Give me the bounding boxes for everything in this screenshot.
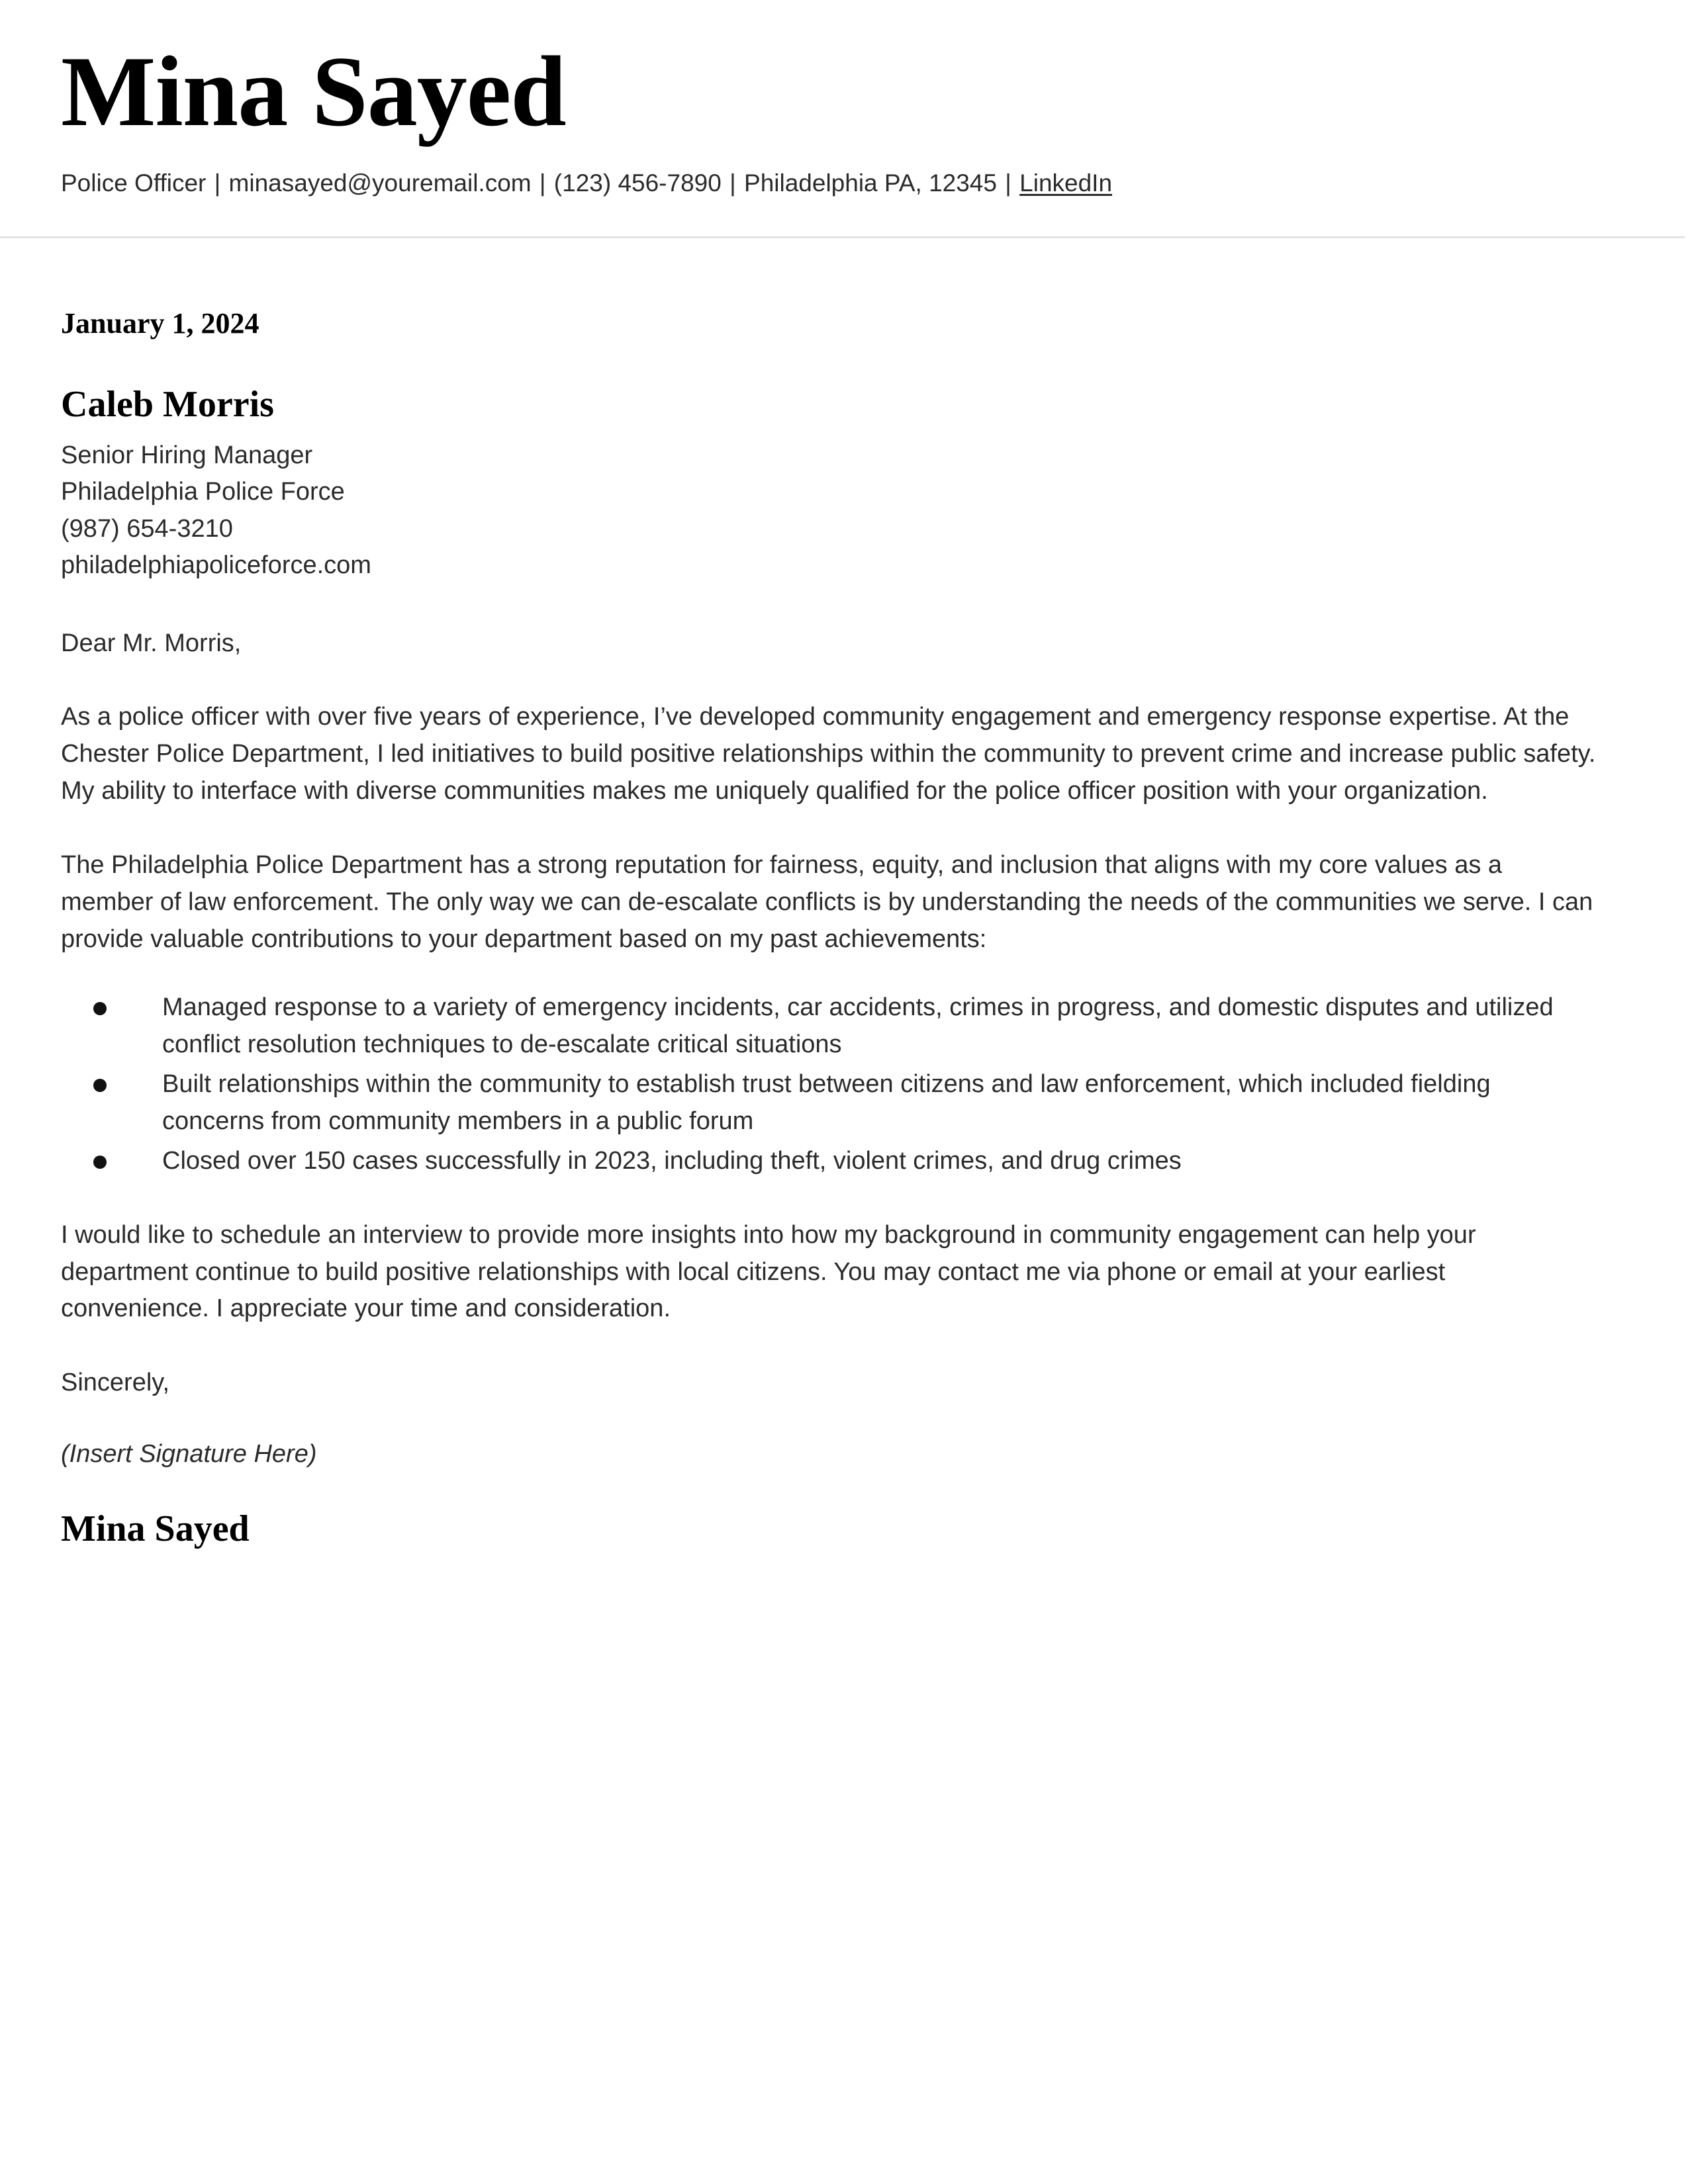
list-item bbox=[61, 1143, 1597, 1180]
contact-separator-4: | bbox=[1005, 169, 1011, 197]
achievement-text: Built relationships within the community to establish trust between citizens and law enforcement, which included fielding concerns from community members in a public forum bbox=[162, 1070, 1491, 1135]
contact-location: Philadelphia PA, 12345 bbox=[744, 169, 997, 197]
page-title: Mina Sayed bbox=[61, 36, 566, 147]
linkedin-link[interactable]: LinkedIn bbox=[1019, 169, 1113, 197]
recipient-block bbox=[61, 383, 1597, 584]
contact-line bbox=[61, 142, 1627, 200]
achievement-text: Managed response to a variety of emergency incidents, car accidents, crimes in progress, and domestic disputes and utilized conflict resolution techniques to de-escalate critical situations bbox=[162, 993, 1554, 1059]
contact-job-title: Police Officer bbox=[61, 169, 207, 197]
bullet-icon bbox=[93, 1079, 107, 1092]
recipient-organization: Philadelphia Police Force bbox=[61, 478, 345, 506]
body-paragraph-2: The Philadelphia Police Department has a strong reputation for fairness, equity, and inclusion that aligns with my core values as a member of law enforcement. The only way we can de-escalate conflicts is by understanding the needs of the communities we serve. I can provide valuable contributions to your department based on my past achievements: bbox=[61, 850, 1593, 953]
recipient-website[interactable]: philadelphiapoliceforce.com bbox=[61, 551, 371, 580]
list-item bbox=[61, 989, 1597, 1064]
closing-paragraph: I would like to schedule an interview to provide more insights into how my background in community engagement can help your department continue to build positive relationships with local citizens. You may contact me via phone or email at your earliest convenience. I appreciate your time and consideration. bbox=[61, 1220, 1476, 1323]
letter-body bbox=[0, 238, 1688, 1551]
salutation: Dear Mr. Morris, bbox=[61, 629, 242, 657]
contact-separator-3: | bbox=[729, 169, 736, 197]
contact-phone[interactable]: (123) 456-7890 bbox=[553, 169, 722, 197]
body-paragraph-1: As a police officer with over five years of experience, I’ve developed community engagement and emergency response expertise. At the Chester Police Department, I led initiatives to build positive relationships within the community to prevent crime and increase public safety. My ability to interface with diverse communities makes me uniquely qualified for the police officer position with your organization. bbox=[61, 703, 1596, 805]
bullet-icon bbox=[93, 1002, 107, 1015]
bullet-icon bbox=[93, 1156, 107, 1169]
contact-separator-2: | bbox=[539, 169, 546, 197]
recipient-phone: (987) 654-3210 bbox=[61, 514, 233, 543]
signature-placeholder: (Insert Signature Here) bbox=[61, 1439, 317, 1468]
letter-date: January 1, 2024 bbox=[61, 306, 259, 340]
achievement-text: Closed over 150 cases successfully in 2023, including theft, violent crimes, and drug crimes bbox=[162, 1146, 1182, 1175]
achievements-list bbox=[61, 989, 1597, 1179]
recipient-title: Senior Hiring Manager bbox=[61, 441, 313, 469]
recipient-name: Caleb Morris bbox=[61, 383, 274, 425]
contact-email[interactable]: minasayed@youremail.com bbox=[228, 169, 532, 197]
sign-off: Sincerely, bbox=[61, 1369, 170, 1397]
signature-name: Mina Sayed bbox=[61, 1508, 250, 1550]
contact-separator-1: | bbox=[214, 169, 221, 197]
letter-header bbox=[0, 0, 1688, 200]
list-item bbox=[61, 1066, 1597, 1140]
